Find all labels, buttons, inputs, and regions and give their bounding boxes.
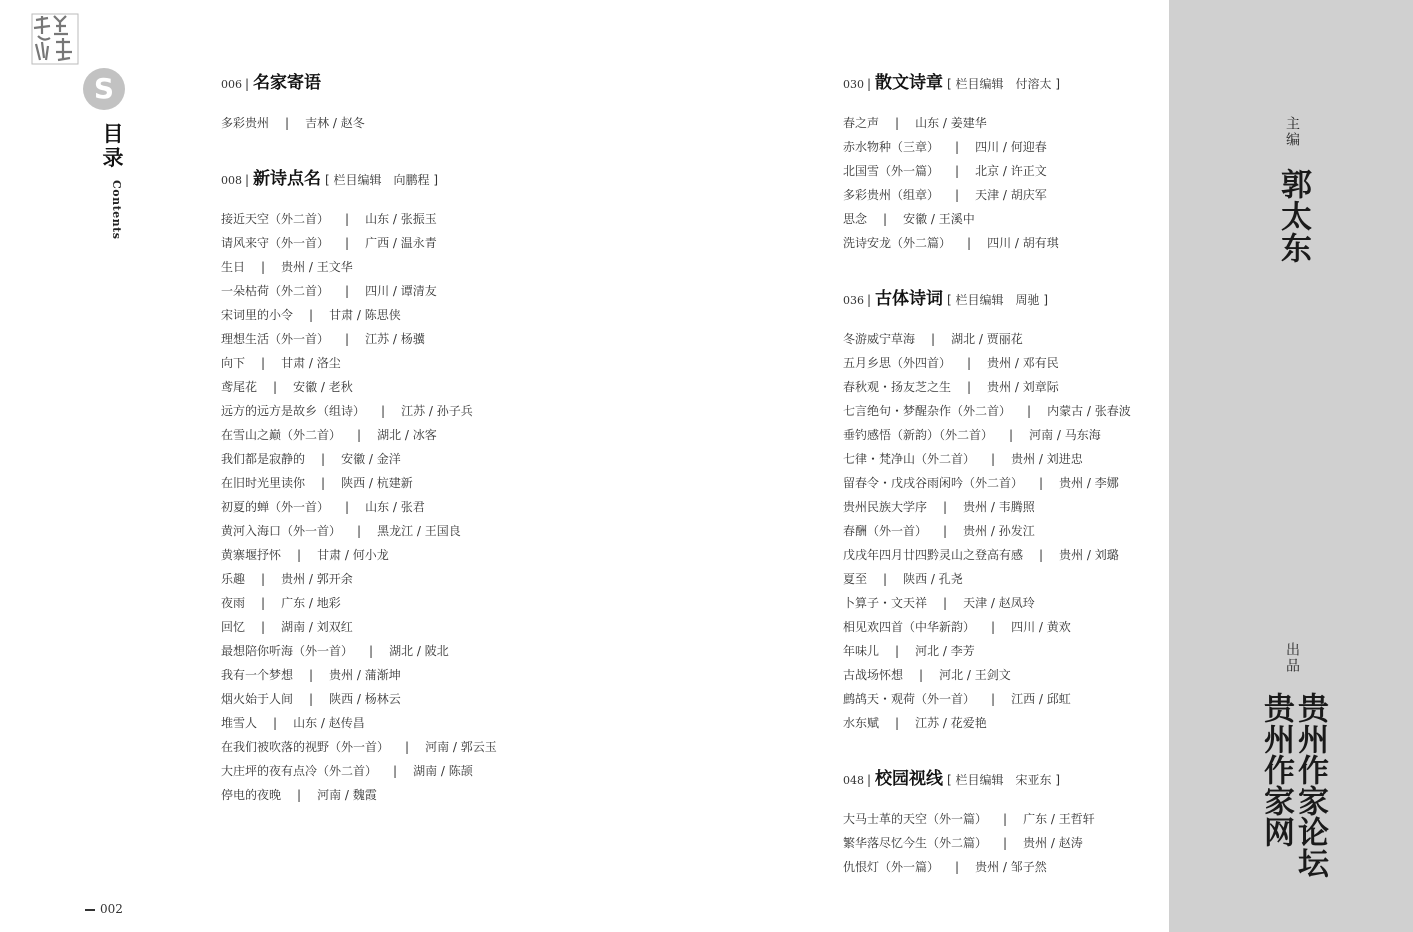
separator: | [1003, 836, 1008, 850]
entry-author: 贵州 / 刘进忠 [1011, 452, 1083, 466]
entry-title: 年味儿 [843, 644, 880, 658]
entry-author: 陕西 / 杨林云 [329, 692, 401, 706]
entry-author: 内蒙古 / 张春波 [1047, 404, 1131, 418]
list-item[interactable] [221, 499, 425, 515]
separator: | [261, 260, 266, 274]
entry-title: 鸢尾花 [221, 380, 258, 394]
entry-author: 贵州 / 王文华 [281, 260, 353, 274]
entry-title: 水东赋 [843, 716, 880, 730]
separator: | [931, 332, 936, 346]
list-item[interactable] [843, 715, 987, 731]
entry-author: 贵州 / 邓有民 [987, 356, 1059, 370]
list-item[interactable] [843, 643, 975, 659]
separator: | [967, 356, 972, 370]
list-item[interactable] [843, 379, 1059, 395]
entry-title: 多彩贵州（组章） [843, 188, 940, 202]
separator: | [1027, 404, 1032, 418]
separator: | [1039, 548, 1044, 562]
separator: | [357, 524, 362, 538]
list-item[interactable] [221, 691, 401, 707]
separator: | [955, 188, 960, 202]
entry-title: 赤水物种（三章） [843, 140, 940, 154]
separator: | [381, 404, 386, 418]
separator: | [955, 860, 960, 874]
entry-title: 向下 [221, 356, 246, 370]
entry-author: 山东 / 张君 [365, 500, 425, 514]
entry-author: 黑龙江 / 王国良 [377, 524, 461, 538]
list-item[interactable] [221, 403, 473, 419]
list-item[interactable] [221, 451, 401, 467]
entry-author: 贵州 / 郭开余 [281, 572, 353, 586]
toc-subtitle: Contents [110, 180, 123, 240]
separator: | [261, 620, 266, 634]
list-item[interactable] [843, 835, 1083, 851]
entry-title: 一朵枯荷（外二首） [221, 284, 330, 298]
entry-author: 安徽 / 老秋 [293, 380, 353, 394]
entry-author: 山东 / 张振玉 [365, 212, 437, 226]
entry-author: 陕西 / 杭建新 [341, 476, 413, 490]
entry-title: 北国雪（外一篇） [843, 164, 940, 178]
separator: | [991, 452, 996, 466]
separator: | [1009, 428, 1014, 442]
entry-title: 七言绝句・梦醒杂作（外二首） [843, 404, 1012, 418]
entry-author: 四川 / 黄欢 [1011, 620, 1071, 634]
separator: | [967, 236, 972, 250]
entry-author: 贵州 / 李娜 [1059, 476, 1119, 490]
section-header: 048 | 校园视线 [ 栏目编辑 宋亚东 ] [843, 769, 1061, 789]
separator: | [321, 476, 326, 490]
entry-author: 天津 / 胡庆军 [975, 188, 1047, 202]
list-item[interactable] [843, 499, 1035, 515]
entry-author: 湖南 / 刘双红 [281, 620, 353, 634]
separator: | [309, 692, 314, 706]
entry-author: 湖北 / 冰客 [377, 428, 437, 442]
separator: | [261, 356, 266, 370]
entry-author: 甘肃 / 何小龙 [317, 548, 389, 562]
entry-title: 春秋观・扬友芝之生 [843, 380, 952, 394]
list-item[interactable] [221, 523, 461, 539]
entry-title: 繁华落尽忆今生（外二篇） [843, 836, 988, 850]
entry-author: 四川 / 何迎春 [975, 140, 1047, 154]
entry-author: 河南 / 马东海 [1029, 428, 1101, 442]
page-number: 002 [85, 902, 123, 916]
entry-title: 停电的夜晚 [221, 788, 282, 802]
list-item[interactable] [843, 619, 1071, 635]
separator: | [943, 500, 948, 514]
entry-author: 安徽 / 王溪中 [903, 212, 975, 226]
section-header: 036 | 古体诗词 [ 栏目编辑 周驰 ] [843, 289, 1049, 309]
entry-author: 湖北 / 陂北 [389, 644, 449, 658]
list-item[interactable] [843, 523, 1035, 539]
entry-author: 安徽 / 金洋 [341, 452, 401, 466]
entry-title: 留春令・戊戌谷雨闲吟（外二首） [843, 476, 1024, 490]
entry-title: 在我们被吹落的视野（外一首） [221, 740, 390, 754]
entry-title: 请风来守（外一首） [221, 236, 330, 250]
entry-author: 湖北 / 贾丽花 [951, 332, 1023, 346]
entry-title: 夜雨 [221, 596, 246, 610]
toc-title: 目录 [102, 122, 124, 170]
list-item[interactable] [221, 763, 473, 779]
entry-title: 洗诗安龙（外二篇） [843, 236, 952, 250]
entry-title: 相见欢四首（中华新韵） [843, 620, 976, 634]
list-item[interactable] [221, 427, 437, 443]
entry-title: 堆雪人 [221, 716, 258, 730]
separator: | [345, 500, 350, 514]
list-item[interactable] [843, 403, 1131, 419]
entry-title: 七律・梵净山（外二首） [843, 452, 976, 466]
calligraphy-seal-logo-icon [30, 12, 80, 66]
list-item[interactable] [221, 787, 377, 803]
entry-author: 天津 / 赵凤玲 [963, 596, 1035, 610]
list-item[interactable] [843, 571, 963, 587]
list-item[interactable] [221, 595, 341, 611]
list-item[interactable] [843, 331, 1023, 347]
list-item[interactable] [843, 115, 987, 131]
entry-author: 山东 / 赵传昌 [293, 716, 365, 730]
list-item[interactable] [843, 187, 1047, 203]
list-item[interactable] [221, 475, 413, 491]
list-item[interactable] [843, 475, 1119, 491]
chief-editor-label: 主编 [1284, 116, 1300, 148]
list-item[interactable] [221, 379, 353, 395]
entry-author: 江苏 / 杨骥 [365, 332, 425, 346]
separator: | [943, 596, 948, 610]
separator: | [919, 668, 924, 682]
separator: | [883, 212, 888, 226]
entry-title: 理想生活（外一首） [221, 332, 330, 346]
list-item[interactable] [221, 619, 353, 635]
list-item[interactable] [221, 235, 437, 251]
entry-title: 鹧鸪天・观荷（外一首） [843, 692, 976, 706]
separator: | [967, 380, 972, 394]
entry-author: 湖南 / 陈颉 [413, 764, 473, 778]
entry-author: 四川 / 谭清友 [365, 284, 437, 298]
separator: | [393, 764, 398, 778]
separator: | [883, 572, 888, 586]
entry-title: 回忆 [221, 620, 246, 634]
entry-title: 远方的远方是故乡（组诗） [221, 404, 366, 418]
list-item[interactable] [221, 283, 437, 299]
entry-author: 贵州 / 刘璐 [1059, 548, 1119, 562]
entry-author: 甘肃 / 陈思侠 [329, 308, 401, 322]
entry-author: 陕西 / 孔尧 [903, 572, 963, 586]
entry-author: 河北 / 李芳 [915, 644, 975, 658]
entry-title: 春之声 [843, 116, 880, 130]
entry-title: 接近天空（外二首） [221, 212, 330, 226]
entry-author: 河南 / 魏霞 [317, 788, 377, 802]
separator: | [895, 716, 900, 730]
list-item[interactable] [843, 547, 1119, 563]
list-item[interactable] [221, 643, 449, 659]
separator: | [297, 788, 302, 802]
list-item[interactable] [843, 139, 1047, 155]
entry-title: 大马士革的天空（外一篇） [843, 812, 988, 826]
section-header: 008 | 新诗点名 [ 栏目编辑 向鹏程 ] [221, 169, 439, 189]
separator: | [357, 428, 362, 442]
entry-title: 春酬（外一首） [843, 524, 928, 538]
entry-author: 广东 / 王哲轩 [1023, 812, 1095, 826]
separator: | [273, 716, 278, 730]
entry-author: 江苏 / 孙子兵 [401, 404, 473, 418]
list-item[interactable]: 多彩贵州 | 吉林 / 赵冬 [221, 116, 365, 130]
separator: | [1003, 812, 1008, 826]
entry-title: 卜算子・文天祥 [843, 596, 928, 610]
entry-author: 山东 / 姜建华 [915, 116, 987, 130]
section-header: 030 | 散文诗章 [ 栏目编辑 付溶太 ] [843, 73, 1061, 93]
list-item[interactable] [843, 859, 1047, 875]
entry-title: 五月乡思（外四首） [843, 356, 952, 370]
separator: | [369, 644, 374, 658]
separator: | [309, 308, 314, 322]
list-item[interactable] [843, 163, 1047, 179]
sidebar-panel [1169, 0, 1413, 932]
entry-author: 贵州 / 孙发江 [963, 524, 1035, 538]
separator: | [309, 668, 314, 682]
list-item[interactable] [843, 355, 1059, 371]
list-item[interactable] [221, 547, 389, 563]
list-item[interactable] [843, 211, 975, 227]
entry-title: 冬游威宁草海 [843, 332, 916, 346]
separator: | [895, 644, 900, 658]
entry-title: 最想陪你听海（外一首） [221, 644, 354, 658]
section-header: 006 | 名家寄语 [221, 73, 322, 93]
separator: | [261, 572, 266, 586]
entry-title: 戊戌年四月廿四黔灵山之登高有感 [843, 548, 1024, 562]
list-item[interactable] [843, 427, 1101, 443]
list-item[interactable] [221, 259, 353, 275]
entry-author: 贵州 / 蒲渐坤 [329, 668, 401, 682]
list-item[interactable] [843, 667, 1011, 683]
list-item[interactable] [221, 211, 437, 227]
list-item[interactable] [221, 571, 353, 587]
separator: | [273, 380, 278, 394]
entry-title: 宋词里的小令 [221, 308, 294, 322]
entry-title: 垂钓感悟（新韵）（外二首） [843, 428, 994, 442]
list-item[interactable] [221, 715, 365, 731]
separator: | [345, 212, 350, 226]
separator: | [991, 620, 996, 634]
entry-author: 贵州 / 邹子然 [975, 860, 1047, 874]
entry-author: 四川 / 胡有琪 [987, 236, 1059, 250]
separator: | [943, 524, 948, 538]
entry-title: 我们都是寂静的 [221, 452, 306, 466]
separator: | [405, 740, 410, 754]
entry-author: 广东 / 地彩 [281, 596, 341, 610]
entry-title: 古战场怀想 [843, 668, 904, 682]
entry-author: 贵州 / 赵涛 [1023, 836, 1083, 850]
entry-title: 生日 [221, 260, 246, 274]
entry-title: 仇恨灯（外一篇） [843, 860, 940, 874]
separator: | [955, 164, 960, 178]
entry-author: 江西 / 邱虹 [1011, 692, 1071, 706]
entry-title: 思念 [843, 212, 868, 226]
entry-author: 江苏 / 花爱艳 [915, 716, 987, 730]
entry-author: 河南 / 郭云玉 [425, 740, 497, 754]
list-item[interactable] [843, 811, 1095, 827]
entry-title: 烟火始于人间 [221, 692, 294, 706]
entry-title: 初夏的蝉（外一首） [221, 500, 330, 514]
chief-editor-name: 郭太东 [1275, 168, 1311, 264]
entry-author: 贵州 / 刘章际 [987, 380, 1059, 394]
producer-name: 贵州作家论坛 贵州作家网 [1258, 692, 1328, 878]
entry-author: 甘肃 / 洛尘 [281, 356, 341, 370]
list-item[interactable] [221, 355, 341, 371]
separator: | [1039, 476, 1044, 490]
entry-author: 贵州 / 韦腾照 [963, 500, 1035, 514]
separator: | [261, 596, 266, 610]
entry-author: 北京 / 许正文 [975, 164, 1047, 178]
entry-author: 广西 / 温永青 [365, 236, 437, 250]
entry-title: 我有一个梦想 [221, 668, 294, 682]
separator: | [345, 236, 350, 250]
entry-title: 夏至 [843, 572, 868, 586]
list-item[interactable] [843, 595, 1035, 611]
list-item[interactable] [843, 691, 1071, 707]
separator: | [345, 332, 350, 346]
list-item[interactable] [843, 451, 1083, 467]
separator: | [321, 452, 326, 466]
list-item[interactable] [221, 667, 401, 683]
entry-title: 在旧时光里读你 [221, 476, 306, 490]
entry-title: 在雪山之巅（外二首） [221, 428, 342, 442]
separator: | [895, 116, 900, 130]
entry-author: 河北 / 王剑文 [939, 668, 1011, 682]
list-item[interactable] [221, 307, 401, 323]
entry-title: 贵州民族大学序 [843, 500, 928, 514]
entry-title: 黄河入海口（外一首） [221, 524, 342, 538]
entry-title: 大庄坪的夜有点冷（外二首） [221, 764, 378, 778]
producer-label: 出品 [1284, 642, 1300, 674]
separator: | [345, 284, 350, 298]
separator: | [297, 548, 302, 562]
list-item[interactable] [221, 331, 425, 347]
entry-title: 乐趣 [221, 572, 246, 586]
list-item[interactable] [221, 739, 497, 755]
s-logo-icon: S [83, 68, 125, 110]
list-item[interactable] [843, 235, 1059, 251]
separator: | [955, 140, 960, 154]
entry-title: 黄寨堰抒怀 [221, 548, 282, 562]
separator: | [991, 692, 996, 706]
